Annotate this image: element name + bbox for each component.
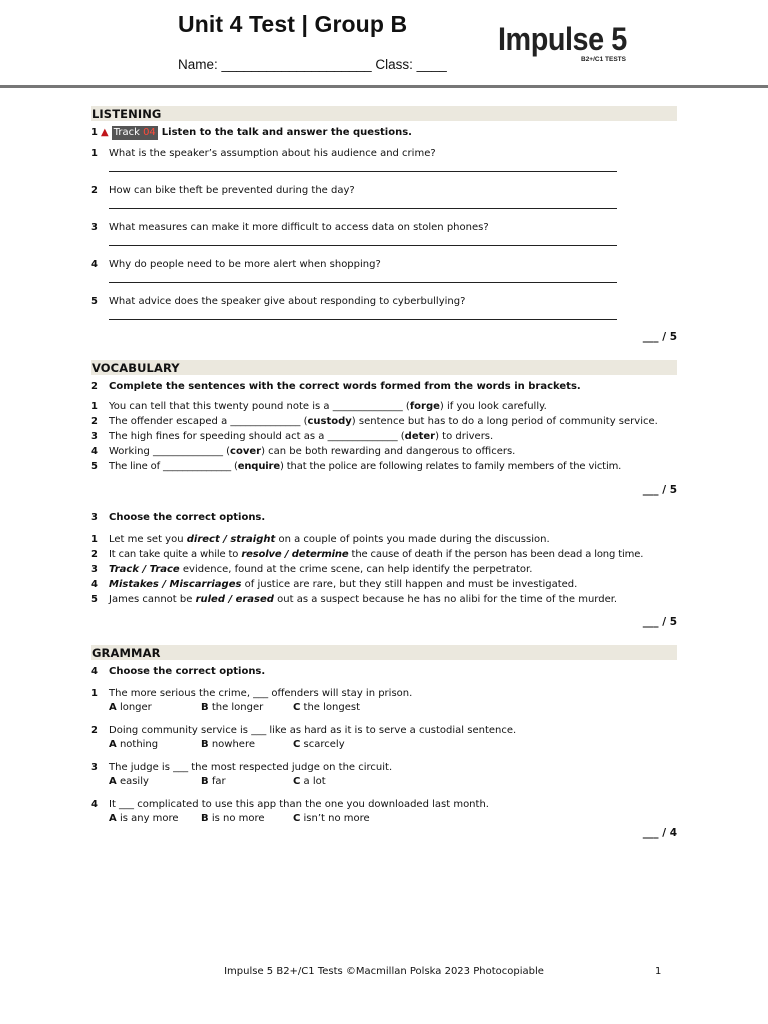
answer-options bbox=[109, 775, 677, 789]
answer-line[interactable] bbox=[109, 198, 617, 209]
graduation-cap-icon: ▲ bbox=[101, 127, 109, 138]
question-number: 1 bbox=[91, 148, 98, 159]
vocabulary-ex2-items bbox=[91, 400, 677, 474]
option-text: easily bbox=[119, 776, 149, 787]
option-text: scarcely bbox=[303, 739, 345, 750]
option-text: a lot bbox=[303, 776, 326, 787]
exercise-3-instruction bbox=[91, 511, 677, 525]
question-text: How can bike theft be prevented during the day? bbox=[109, 185, 355, 196]
page-footer: Impulse 5 B2+/C1 Tests ©Macmillan Polska 2023 Photocopiable bbox=[224, 966, 544, 977]
instruction-text: Choose the correct options. bbox=[109, 512, 266, 523]
item-text bbox=[109, 430, 677, 444]
item-text-after: on a couple of points you made during the discussion. bbox=[275, 534, 550, 545]
section-heading-listening: LISTENING bbox=[91, 106, 677, 121]
item-number: 4 bbox=[91, 446, 98, 457]
item-number: 5 bbox=[91, 461, 98, 472]
list-item bbox=[91, 533, 677, 547]
option-letter: A bbox=[109, 813, 117, 824]
option-b[interactable] bbox=[201, 738, 293, 752]
item-text bbox=[109, 445, 677, 459]
option-c[interactable] bbox=[293, 701, 385, 715]
item-text-after: of justice are rare, but they still happen and must be investigated. bbox=[241, 579, 578, 590]
exercise-1-instruction bbox=[91, 126, 677, 140]
option-b[interactable] bbox=[201, 812, 293, 826]
page-title: Unit 4 Test | Group B bbox=[178, 11, 408, 37]
item-text-after: out as a suspect because he has no alibi for the time of the murder. bbox=[273, 594, 618, 605]
list-item bbox=[91, 445, 677, 459]
option-text: is no more bbox=[211, 813, 265, 824]
item-number: 5 bbox=[91, 594, 98, 605]
item-text bbox=[109, 400, 677, 414]
option-text: is any more bbox=[119, 813, 179, 824]
item-number: 1 bbox=[91, 401, 98, 412]
option-text: nothing bbox=[119, 739, 159, 750]
question-item bbox=[91, 184, 677, 209]
option-c[interactable] bbox=[293, 812, 385, 826]
option-a[interactable] bbox=[109, 812, 201, 826]
track-badge bbox=[112, 126, 158, 140]
score-box: ___ / 5 bbox=[642, 484, 677, 496]
question-text: What advice does the speaker give about responding to cyberbullying? bbox=[109, 296, 466, 307]
question-item bbox=[91, 147, 677, 172]
instruction-text: Choose the correct options. bbox=[109, 666, 266, 677]
option-letter: B bbox=[201, 702, 209, 713]
track-label: Track bbox=[113, 127, 140, 138]
list-item bbox=[91, 430, 677, 444]
score-box: ___ / 5 bbox=[642, 331, 677, 343]
question-number: 4 bbox=[91, 259, 98, 270]
option-a[interactable] bbox=[109, 775, 201, 789]
option-text: the longer bbox=[211, 702, 264, 713]
exercise-4-instruction bbox=[91, 665, 677, 679]
brand-logo bbox=[498, 21, 641, 63]
option-text: longer bbox=[119, 702, 152, 713]
option-letter: B bbox=[201, 813, 209, 824]
item-number: 1 bbox=[91, 534, 98, 545]
item-text bbox=[109, 533, 677, 547]
item-text bbox=[109, 593, 677, 607]
option-choices[interactable]: Track / Trace bbox=[109, 564, 180, 575]
track-number: 04 bbox=[143, 127, 156, 138]
item-text bbox=[109, 415, 677, 429]
list-item bbox=[91, 593, 677, 607]
question-item bbox=[91, 295, 677, 320]
question-item bbox=[91, 798, 677, 826]
option-b[interactable] bbox=[201, 701, 293, 715]
item-text-before: You can tell that this twenty pound note is a ______________ ( bbox=[109, 401, 410, 412]
list-item bbox=[91, 415, 677, 429]
base-word: cover bbox=[230, 446, 262, 457]
answer-line[interactable] bbox=[109, 235, 617, 246]
section-heading-grammar: GRAMMAR bbox=[91, 645, 677, 660]
option-a[interactable] bbox=[109, 738, 201, 752]
question-number: 1 bbox=[91, 688, 98, 699]
answer-line[interactable] bbox=[109, 309, 617, 320]
listening-questions bbox=[91, 147, 677, 320]
brand-name: Impulse 5 bbox=[498, 21, 627, 57]
list-item bbox=[91, 548, 677, 562]
item-text-before: It can take quite a while to bbox=[109, 549, 242, 560]
base-word: deter bbox=[404, 431, 436, 442]
option-letter: C bbox=[293, 702, 301, 713]
option-c[interactable] bbox=[293, 775, 385, 789]
item-text-before: The high fines for speeding should act as a ______________ ( bbox=[109, 431, 405, 442]
list-item bbox=[91, 460, 677, 474]
vocabulary-ex3-items bbox=[91, 533, 677, 607]
question-number: 3 bbox=[91, 222, 98, 233]
option-a[interactable] bbox=[109, 701, 201, 715]
option-c[interactable] bbox=[293, 738, 385, 752]
question-text: The more serious the crime, ___ offenders will stay in prison. bbox=[109, 688, 413, 699]
question-text: The judge is ___ the most respected judge on the circuit. bbox=[109, 762, 393, 773]
option-choices[interactable]: resolve / determine bbox=[241, 549, 349, 560]
item-number: 2 bbox=[91, 416, 98, 427]
question-number: 2 bbox=[91, 185, 98, 196]
question-number: 4 bbox=[91, 799, 98, 810]
base-word: custody bbox=[307, 416, 352, 427]
option-letter: A bbox=[109, 776, 117, 787]
option-text: far bbox=[211, 776, 226, 787]
answer-line[interactable] bbox=[109, 161, 617, 172]
exercise-2-instruction bbox=[91, 380, 677, 394]
item-text-after: the cause of death if the person has been dead a long time. bbox=[348, 549, 644, 560]
option-letter: B bbox=[201, 739, 209, 750]
answer-options bbox=[109, 701, 677, 715]
item-text bbox=[109, 578, 677, 592]
option-b[interactable] bbox=[201, 775, 293, 789]
instruction-text: Complete the sentences with the correct words formed from the words in brackets. bbox=[109, 381, 581, 392]
item-text-before: Let me set you bbox=[109, 534, 187, 545]
item-text-after: ) sentence but has to do a long period of community service. bbox=[351, 416, 658, 427]
header-divider bbox=[0, 85, 768, 88]
question-number: 3 bbox=[91, 762, 98, 773]
section-heading-vocabulary: VOCABULARY bbox=[91, 360, 677, 375]
page-number: 1 bbox=[655, 966, 662, 977]
question-item bbox=[91, 724, 677, 752]
question-text: What measures can make it more difficult to access data on stolen phones? bbox=[109, 222, 489, 233]
exercise-number: 1 bbox=[91, 127, 98, 138]
question-item bbox=[91, 687, 677, 715]
question-text: Why do people need to be more alert when shopping? bbox=[109, 259, 381, 270]
question-number: 5 bbox=[91, 296, 98, 307]
option-choices[interactable]: ruled / erased bbox=[195, 594, 274, 605]
answer-options bbox=[109, 812, 677, 826]
item-text-before: The line of ______________ ( bbox=[109, 461, 238, 472]
list-item bbox=[91, 563, 677, 577]
question-item bbox=[91, 221, 677, 246]
item-text bbox=[109, 563, 677, 577]
question-item bbox=[91, 761, 677, 789]
option-letter: A bbox=[109, 739, 117, 750]
question-item bbox=[91, 258, 677, 283]
item-number: 3 bbox=[91, 564, 98, 575]
answer-line[interactable] bbox=[109, 272, 617, 283]
option-letter: C bbox=[293, 813, 301, 824]
item-text-after: evidence, found at the crime scene, can help identify the perpetrator. bbox=[179, 564, 533, 575]
test-content bbox=[91, 106, 677, 840]
base-word: enquire bbox=[237, 461, 280, 472]
option-choices[interactable]: Mistakes / Miscarriages bbox=[109, 579, 242, 590]
item-text-after: ) if you look carefully. bbox=[439, 401, 547, 412]
exercise-number: 3 bbox=[91, 512, 98, 523]
answer-options bbox=[109, 738, 677, 752]
item-number: 4 bbox=[91, 579, 98, 590]
question-text: It ___ complicated to use this app than the one you downloaded last month. bbox=[109, 799, 489, 810]
question-text: Doing community service is ___ like as hard as it is to serve a custodial sentence. bbox=[109, 725, 517, 736]
item-number: 3 bbox=[91, 431, 98, 442]
instruction-text: Listen to the talk and answer the questions. bbox=[161, 127, 412, 138]
score-box: ___ / 4 bbox=[642, 827, 677, 839]
item-text-before: Working ______________ ( bbox=[109, 446, 231, 457]
item-text-after: ) can be both rewarding and dangerous to officers. bbox=[261, 446, 516, 457]
option-letter: A bbox=[109, 702, 117, 713]
option-text: isn’t no more bbox=[303, 813, 370, 824]
item-number: 2 bbox=[91, 549, 98, 560]
question-text: What is the speaker’s assumption about his audience and crime? bbox=[109, 148, 436, 159]
option-letter: C bbox=[293, 776, 301, 787]
list-item bbox=[91, 578, 677, 592]
base-word: forge bbox=[409, 401, 440, 412]
item-text-before: The offender escaped a ______________ ( bbox=[109, 416, 308, 427]
option-choices[interactable]: direct / straight bbox=[186, 534, 276, 545]
item-text-before: James cannot be bbox=[109, 594, 196, 605]
item-text-after: ) to drivers. bbox=[435, 431, 494, 442]
score-box: ___ / 5 bbox=[642, 616, 677, 628]
option-text: the longest bbox=[303, 702, 360, 713]
option-letter: C bbox=[293, 739, 301, 750]
name-class-line: Name: ____________________ Class: ____ bbox=[178, 57, 447, 72]
brand-subtitle: B2+/C1 TESTS bbox=[581, 56, 626, 63]
grammar-items bbox=[91, 687, 677, 826]
question-number: 2 bbox=[91, 725, 98, 736]
item-text bbox=[109, 460, 677, 474]
exercise-number: 4 bbox=[91, 666, 98, 677]
list-item bbox=[91, 400, 677, 414]
exercise-number: 2 bbox=[91, 381, 98, 392]
item-text bbox=[109, 548, 677, 562]
item-text-after: ) that the police are following relates to family members of the victim. bbox=[279, 461, 622, 472]
option-text: nowhere bbox=[211, 739, 255, 750]
option-letter: B bbox=[201, 776, 209, 787]
